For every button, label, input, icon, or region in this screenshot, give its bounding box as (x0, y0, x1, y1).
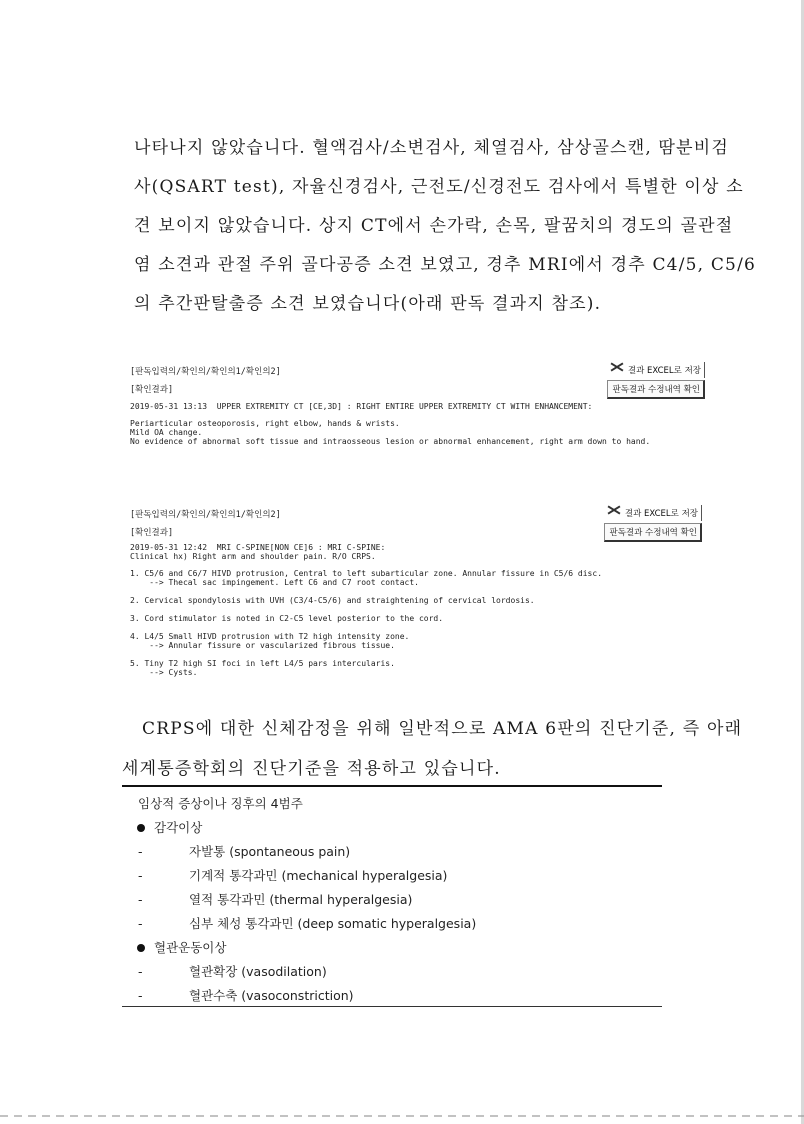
mri-item (130, 596, 702, 605)
category-sensory (122, 816, 662, 840)
criteria-item-label: 기계적 통각과민 (mechanical hyperalgesia) (189, 868, 448, 883)
criteria-item (122, 912, 662, 936)
result-label: [확인결과] (130, 528, 174, 538)
excel-icon (607, 507, 621, 518)
table-bottom-rule (122, 1006, 662, 1007)
mri-item-line: --> Annular fissure or vascularized fibrous tissue. (130, 641, 395, 650)
result-header (130, 523, 702, 543)
criteria-intro-paragraph (122, 714, 743, 794)
reader-label: [판독입력의/확인의/확인의1/확인의2] (130, 510, 281, 520)
criteria-item (122, 840, 662, 864)
criteria-item-label: 혈관수축 (vasoconstriction) (189, 988, 354, 1003)
criteria-item (122, 960, 662, 984)
mri-item (130, 614, 702, 623)
result-header (130, 380, 705, 398)
criteria-item-label: 혈관확장 (vasodilation) (189, 964, 327, 979)
paragraph-line: 사(QSART test), 자율신경검사, 근전도/신경전도 검사에서 특별한 이상 소 (134, 177, 744, 197)
excel-save-label: 결과 EXCEL로 저장 (624, 509, 698, 519)
revision-history-button[interactable]: 판독결과 수정내역 확인 (607, 380, 705, 399)
dash-marker: - (138, 868, 143, 883)
report-header (130, 362, 705, 380)
dash-marker: - (138, 892, 143, 907)
criteria-item (122, 864, 662, 888)
excel-save-label: 결과 EXCEL로 저장 (627, 366, 701, 376)
mri-item (130, 659, 702, 677)
clinical-line: Clinical hx) Right arm and shoulder pain. R/O CRPS. (130, 552, 376, 561)
finding-line: No evidence of abnormal soft tissue and intraosseous lesion or abnormal enhancement, right arm down to hand. (130, 437, 651, 446)
mri-item-line: 1. C5/6 and C6/7 HIVD protrusion, Central to left subarticular zone. Annular fissure in C5/6 disc. (130, 569, 603, 578)
dash-marker: - (138, 988, 143, 1003)
criteria-item-label: 자발통 (spontaneous pain) (189, 844, 351, 859)
dash-marker: - (138, 964, 143, 979)
excel-icon (610, 364, 624, 375)
paragraph-line: 견 보이지 않았습니다. 상지 CT에서 손가락, 손목, 팔꿈치의 경도의 골관절 (134, 216, 734, 236)
dash-marker: - (138, 844, 143, 859)
dash-marker: - (138, 916, 143, 931)
criteria-item (122, 888, 662, 912)
reader-label: [판독입력의/확인의/확인의1/확인의2] (130, 367, 281, 377)
category-label: 감각이상 (154, 820, 203, 835)
ct-report (130, 362, 705, 446)
bullet-icon (137, 944, 145, 952)
bullet-icon (137, 824, 145, 832)
criteria-item-label: 심부 체성 통각과민 (deep somatic hyperalgesia) (189, 916, 477, 931)
criteria-list (122, 792, 662, 1008)
criteria-item-label: 열적 통각과민 (thermal hyperalgesia) (189, 892, 413, 907)
finding-line: Mild OA change. (130, 428, 203, 437)
finding-line: Periarticular osteoporosis, right elbow, hands & wrists. (130, 419, 400, 428)
mri-item-line: 2. Cervical spondylosis with UVH (C3/4-C5/6) and straightening of cervical lordosis. (130, 596, 535, 605)
mri-item (130, 632, 702, 650)
paragraph-line: 나타나지 않았습니다. 혈액검사/소변검사, 체열검사, 삼상골스캔, 땀분비검 (134, 138, 730, 158)
exam-line: 2019-05-31 13:13 UPPER EXTREMITY CT [CE,3D] : RIGHT ENTIRE UPPER EXTREMITY CT WITH ENHANCEMENT: (130, 402, 593, 411)
table-top-rule (122, 785, 662, 787)
result-label: [확인결과] (130, 385, 174, 395)
scan-artifact (0, 1115, 804, 1117)
intro-paragraph (134, 133, 757, 328)
category-vasomotor (122, 936, 662, 960)
paragraph-line: 의 추간판탈출증 소견 보였습니다(아래 판독 결과지 참조). (134, 294, 602, 314)
mri-item-line: 5. Tiny T2 high SI foci in left L4/5 pars intercularis. (130, 659, 395, 668)
excel-save-button[interactable] (606, 362, 705, 378)
revision-history-button[interactable]: 판독결과 수정내역 확인 (604, 523, 702, 542)
mri-item-line: 3. Cord stimulator is noted in C2-C5 level posterior to the cord. (130, 614, 444, 623)
mri-item-line: --> Thecal sac impingement. Left C6 and C7 root contact. (130, 578, 419, 587)
report-header (130, 505, 702, 523)
paragraph-line: 세계통증학회의 진단기준을 적용하고 있습니다. (122, 759, 501, 779)
mri-report (130, 505, 702, 686)
paragraph-line: CRPS에 대한 신체감정을 위해 일반적으로 AMA 6판의 진단기준, 즉 아래 (142, 719, 743, 739)
category-label: 혈관운동이상 (154, 940, 227, 955)
paragraph-line: 염 소견과 관절 주위 골다공증 소견 보였고, 경추 MRI에서 경추 C4/5, C5/6 (134, 255, 757, 275)
mri-item-line: --> Cysts. (130, 668, 198, 677)
exam-line: 2019-05-31 12:42 MRI C-SPINE[NON CE]6 : MRI C-SPINE: (130, 543, 386, 552)
excel-save-button[interactable] (603, 505, 702, 521)
criteria-heading: 임상적 증상이나 징후의 4범주 (138, 796, 303, 811)
mri-item-line: 4. L4/5 Small HIVD protrusion with T2 high intensity zone. (130, 632, 410, 641)
criteria-item (122, 984, 662, 1008)
mri-item (130, 569, 702, 587)
